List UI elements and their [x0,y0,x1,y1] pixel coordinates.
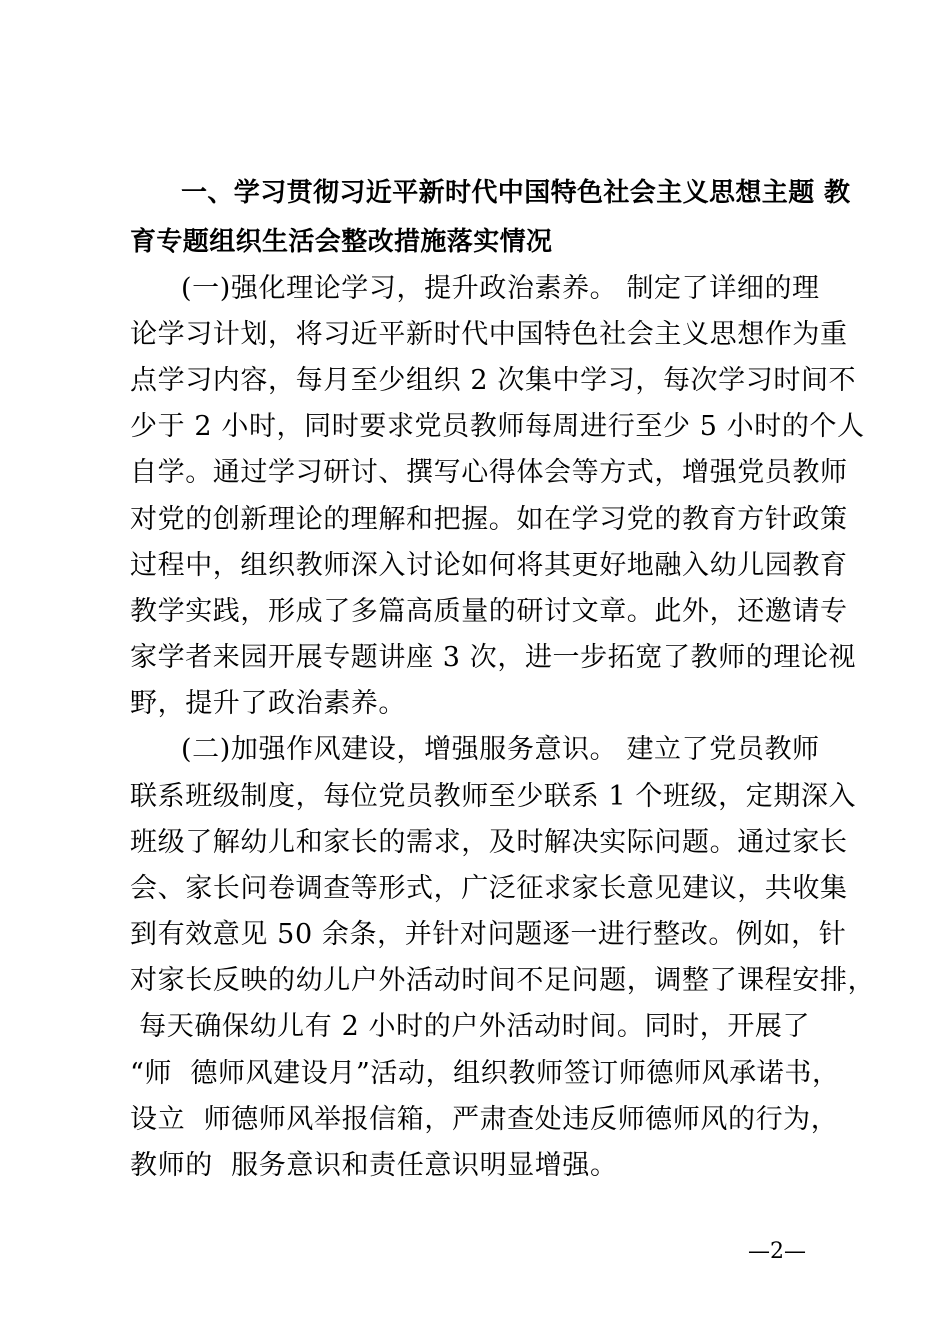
paragraph-2-line: 会、家长问卷调查等形式，广泛征求家长意见建议，共收集 [130,873,848,904]
paragraph-2-line: 班级了解幼儿和家长的需求，及时解决实际问题。通过家长 [130,827,848,858]
section-heading-line-2: 育专题组织生活会整改措施落实情况 [130,227,553,257]
paragraph-1-line: 家学者来园开展专题讲座 3 次，进一步拓宽了教师的理论视 [130,642,857,673]
paragraph-1-line: 少于 2 小时，同时要求党员教师每周进行至少 5 小时的个人 [130,411,865,442]
paragraph-2-line: “师 德师风建设月”活动，组织教师签订师德师风承诺书， [130,1058,840,1089]
paragraph-2-line: 设立 师德师风举报信箱，严肃查处违反师德师风的行为， [130,1104,839,1135]
page-number: —2— [748,1239,806,1264]
paragraph-2-line: 每天确保幼儿有 2 小时的户外活动时间。同时，开展了 [130,1011,811,1042]
paragraph-1-line: 论学习计划，将习近平新时代中国特色社会主义思想作为重 [130,319,848,350]
paragraph-1-line: 野，提升了政治素养。 [130,688,406,719]
paragraph-2-line: 联系班级制度，每位党员教师至少联系 1 个班级，定期深入 [130,781,857,812]
paragraph-1-line: 教学实践，形成了多篇高质量的研讨文章。此外，还邀请专 [130,596,848,627]
paragraph-1-line: 点学习内容，每月至少组织 2 次集中学习，每次学习时间不 [130,365,857,396]
paragraph-2-line: 教师的 服务意识和责任意识明显增强。 [130,1150,618,1181]
paragraph-1-line: 自学。通过学习研讨、撰写心得体会等方式，增强党员教师 [130,457,848,488]
paragraph-1-line: 过程中，组织教师深入讨论如何将其更好地融入幼儿园教育 [130,550,848,581]
section-heading-line-1: 一、学习贯彻习近平新时代中国特色社会主义思想主题 教 [181,178,851,208]
paragraph-2-line: 到有效意见 50 余条，并针对问题逐一进行整改。例如，针 [130,919,847,950]
paragraph-1-line: 对党的创新理论的理解和把握。如在学习党的教育方针政策 [130,504,848,535]
paragraph-1-line: (一)强化理论学习，提升政治素养。 制定了详细的理 [181,273,820,304]
paragraph-2-line: (二)加强作风建设，增强服务意识。 建立了党员教师 [181,734,820,765]
paragraph-2-line: 对家长反映的幼儿户外活动时间不足问题，调整了课程安排， [130,965,876,996]
